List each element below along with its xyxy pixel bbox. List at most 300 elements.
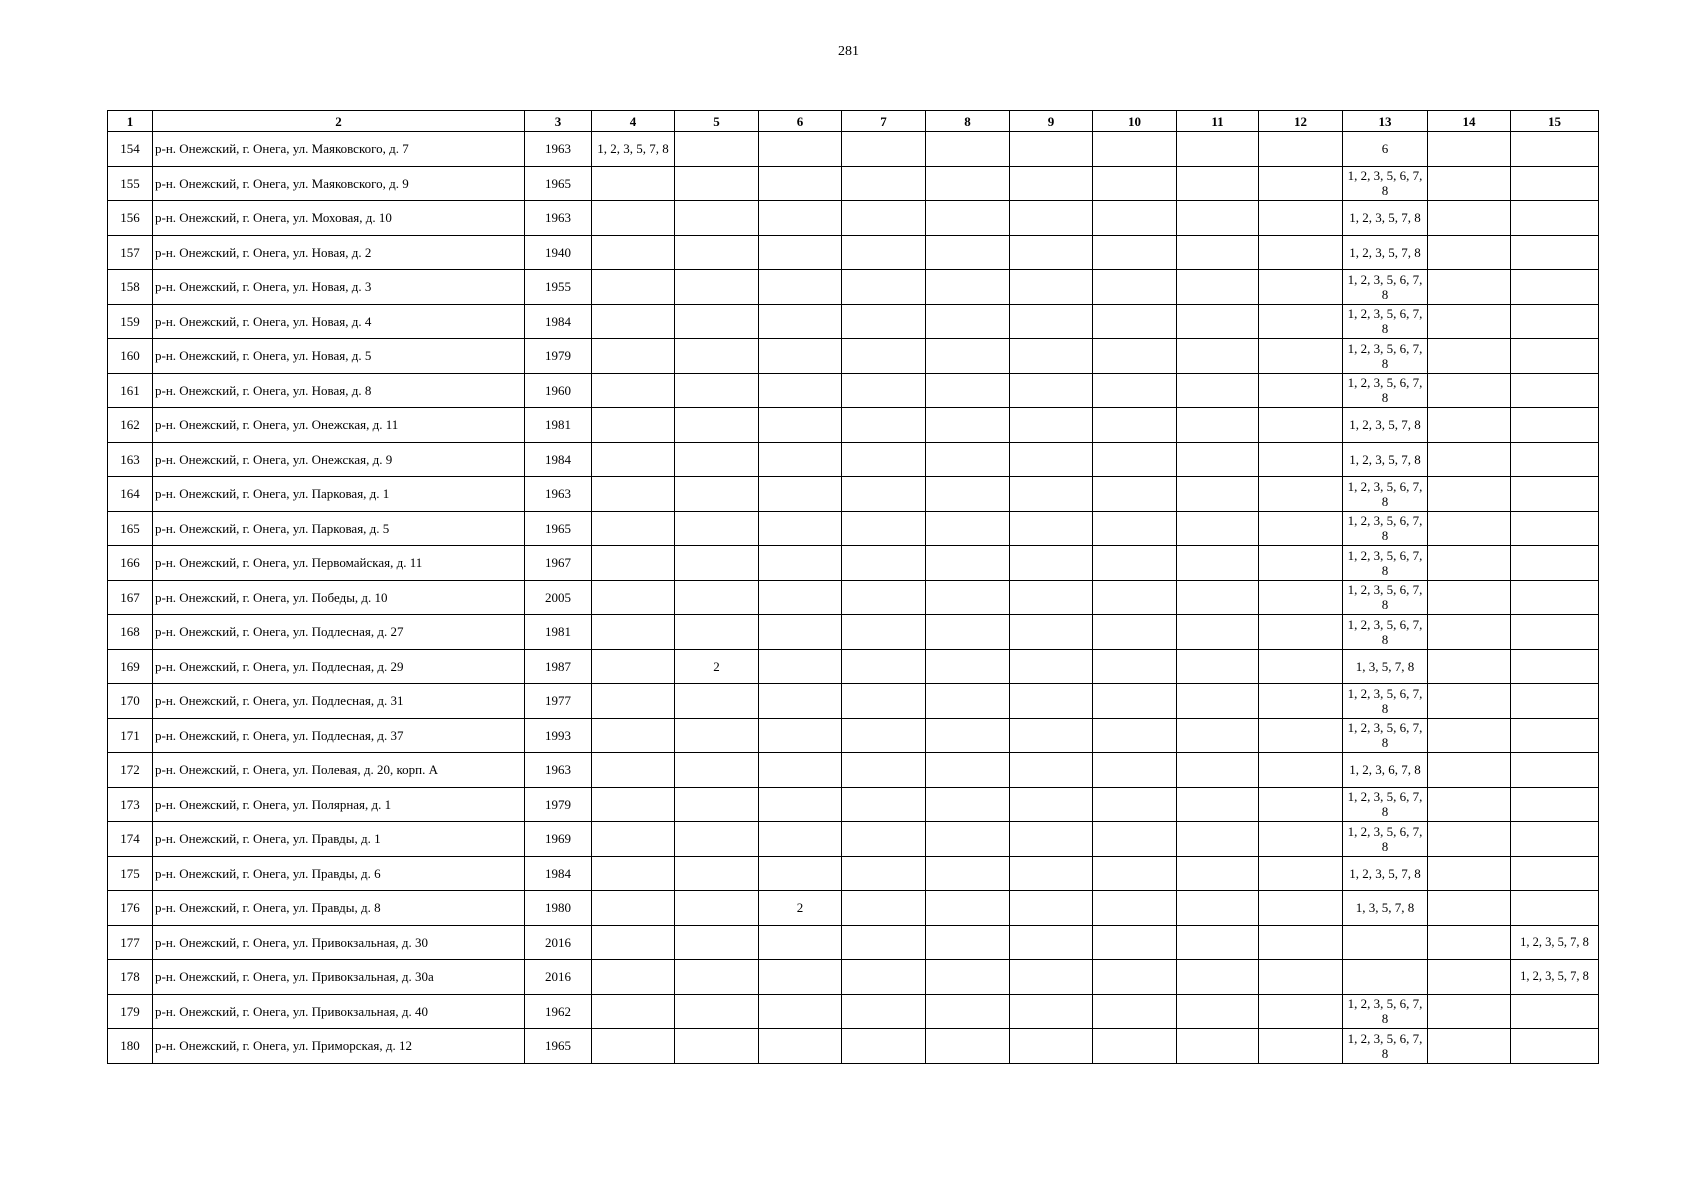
address-cell: р-н. Онежский, г. Онега, ул. Новая, д. 3 [153, 270, 525, 305]
table-cell [842, 442, 926, 477]
table-cell [842, 891, 926, 926]
table-row [108, 339, 1599, 374]
table-cell [926, 580, 1010, 615]
table-cell [1010, 822, 1093, 857]
table-cell [1428, 891, 1511, 926]
table-cell [759, 201, 842, 236]
table-cell [675, 684, 759, 719]
address-cell: р-н. Онежский, г. Онега, ул. Привокзальная, д. 30 [153, 925, 525, 960]
table-cell [1093, 891, 1177, 926]
table-cell [1093, 615, 1177, 650]
table-cell [759, 235, 842, 270]
table-cell: 179 [108, 994, 153, 1029]
table-cell [842, 856, 926, 891]
table-cell [1177, 753, 1259, 788]
table-cell [1511, 304, 1599, 339]
table-cell [926, 166, 1010, 201]
table-cell [1259, 615, 1343, 650]
table-cell: 1, 2, 3, 5, 6, 7, 8 [1343, 270, 1428, 305]
table-cell [1177, 891, 1259, 926]
table-cell [1010, 787, 1093, 822]
table-cell [1428, 304, 1511, 339]
table-cell: 157 [108, 235, 153, 270]
table-cell [1093, 442, 1177, 477]
table-cell [926, 1029, 1010, 1064]
table-cell [1093, 822, 1177, 857]
table-cell [926, 649, 1010, 684]
table-cell: 1993 [525, 718, 592, 753]
table-cell: 2016 [525, 925, 592, 960]
table-cell [1259, 132, 1343, 167]
table-cell [1428, 166, 1511, 201]
table-cell [1093, 408, 1177, 443]
table-cell [675, 339, 759, 374]
table-cell [926, 925, 1010, 960]
table-cell [759, 684, 842, 719]
table-cell [1428, 925, 1511, 960]
table-cell [1177, 511, 1259, 546]
table-cell: 1, 2, 3, 5, 6, 7, 8 [1343, 684, 1428, 719]
table-cell [1259, 373, 1343, 408]
table-cell [1010, 891, 1093, 926]
table-cell [1428, 442, 1511, 477]
table-cell [1428, 787, 1511, 822]
table-cell [1010, 615, 1093, 650]
table-cell [1177, 580, 1259, 615]
table-row [108, 408, 1599, 443]
table-cell [675, 1029, 759, 1064]
table-cell [1093, 753, 1177, 788]
table-cell: 173 [108, 787, 153, 822]
table-cell [1093, 787, 1177, 822]
table-cell: 1, 2, 3, 5, 6, 7, 8 [1343, 166, 1428, 201]
table-cell [675, 994, 759, 1029]
table-cell [1511, 1029, 1599, 1064]
table-cell [1177, 373, 1259, 408]
table-cell [1093, 718, 1177, 753]
table-cell [1259, 856, 1343, 891]
table-cell [926, 753, 1010, 788]
table-cell [1177, 856, 1259, 891]
table-cell: 1, 2, 3, 5, 6, 7, 8 [1343, 615, 1428, 650]
column-header: 2 [153, 111, 525, 132]
address-cell: р-н. Онежский, г. Онега, ул. Подлесная, д. 27 [153, 615, 525, 650]
table-cell [759, 442, 842, 477]
table-cell [592, 442, 675, 477]
table-cell [842, 373, 926, 408]
table-cell [675, 373, 759, 408]
table-cell: 1979 [525, 787, 592, 822]
table-cell [842, 511, 926, 546]
table-cell [1093, 649, 1177, 684]
header-row [108, 111, 1599, 132]
table-cell [1428, 408, 1511, 443]
table-cell: 1940 [525, 235, 592, 270]
table-cell [675, 201, 759, 236]
table-cell [759, 304, 842, 339]
table-cell [842, 270, 926, 305]
table-cell: 161 [108, 373, 153, 408]
table-cell: 1, 2, 3, 5, 6, 7, 8 [1343, 787, 1428, 822]
table-row [108, 787, 1599, 822]
table-cell [592, 270, 675, 305]
table-cell [1010, 304, 1093, 339]
table-cell: 1, 2, 3, 5, 6, 7, 8 [1343, 580, 1428, 615]
table-cell [1511, 822, 1599, 857]
table-cell: 164 [108, 477, 153, 512]
table-cell [842, 580, 926, 615]
table-row [108, 925, 1599, 960]
table-cell [926, 856, 1010, 891]
table-cell [1093, 132, 1177, 167]
address-cell: р-н. Онежский, г. Онега, ул. Моховая, д. 10 [153, 201, 525, 236]
address-cell: р-н. Онежский, г. Онега, ул. Парковая, д. 5 [153, 511, 525, 546]
table-cell [1511, 132, 1599, 167]
table-cell [1428, 477, 1511, 512]
table-cell [759, 822, 842, 857]
table-row [108, 546, 1599, 581]
table-row [108, 960, 1599, 995]
table-cell [1511, 718, 1599, 753]
table-cell [759, 1029, 842, 1064]
address-cell: р-н. Онежский, г. Онега, ул. Подлесная, д. 31 [153, 684, 525, 719]
table-cell [1259, 270, 1343, 305]
table-cell [1177, 477, 1259, 512]
address-cell: р-н. Онежский, г. Онега, ул. Привокзальная, д. 40 [153, 994, 525, 1029]
table-cell: 156 [108, 201, 153, 236]
table-cell: 1980 [525, 891, 592, 926]
table-cell [1428, 1029, 1511, 1064]
table-cell [675, 960, 759, 995]
table-cell [926, 408, 1010, 443]
table-cell [592, 511, 675, 546]
table-cell: 2 [759, 891, 842, 926]
table-cell [592, 753, 675, 788]
table-cell [1428, 684, 1511, 719]
table-cell [1093, 511, 1177, 546]
table-cell: 167 [108, 580, 153, 615]
table-cell [1259, 649, 1343, 684]
table-cell: 1, 2, 3, 5, 7, 8 [1343, 442, 1428, 477]
table-cell [1177, 304, 1259, 339]
table-cell: 1965 [525, 166, 592, 201]
table-cell [842, 339, 926, 374]
table-cell: 170 [108, 684, 153, 719]
column-header: 10 [1093, 111, 1177, 132]
table-cell [842, 684, 926, 719]
table-cell [842, 201, 926, 236]
table-cell [926, 373, 1010, 408]
table-cell [675, 304, 759, 339]
table-cell [1093, 339, 1177, 374]
table-cell [1428, 235, 1511, 270]
table-cell [759, 511, 842, 546]
table-cell [1177, 787, 1259, 822]
table-cell [592, 856, 675, 891]
table-cell [1010, 1029, 1093, 1064]
address-cell: р-н. Онежский, г. Онега, ул. Победы, д. 10 [153, 580, 525, 615]
column-header: 3 [525, 111, 592, 132]
table-cell [1010, 649, 1093, 684]
column-header: 15 [1511, 111, 1599, 132]
table-cell [1259, 166, 1343, 201]
table-cell [1511, 511, 1599, 546]
table-cell [926, 891, 1010, 926]
table-cell [842, 1029, 926, 1064]
table-cell [926, 546, 1010, 581]
table-row [108, 822, 1599, 857]
table-cell [926, 304, 1010, 339]
table-cell [759, 166, 842, 201]
table-cell [1511, 753, 1599, 788]
table-cell [1511, 477, 1599, 512]
table-cell [675, 511, 759, 546]
table-cell [1177, 166, 1259, 201]
table-cell [842, 925, 926, 960]
table-row [108, 235, 1599, 270]
table-cell: 1965 [525, 511, 592, 546]
table-cell [592, 787, 675, 822]
table-cell: 163 [108, 442, 153, 477]
table-cell: 1, 2, 3, 5, 6, 7, 8 [1343, 339, 1428, 374]
address-cell: р-н. Онежский, г. Онега, ул. Новая, д. 4 [153, 304, 525, 339]
table-cell [675, 615, 759, 650]
table-cell [592, 684, 675, 719]
table-cell [1177, 339, 1259, 374]
table-cell: 1960 [525, 373, 592, 408]
table-row [108, 270, 1599, 305]
table-cell: 1, 2, 3, 5, 6, 7, 8 [1343, 477, 1428, 512]
table-cell: 1963 [525, 477, 592, 512]
address-cell: р-н. Онежский, г. Онега, ул. Парковая, д. 1 [153, 477, 525, 512]
table-cell [842, 408, 926, 443]
table-cell: 158 [108, 270, 153, 305]
table-cell [1511, 373, 1599, 408]
table-cell: 166 [108, 546, 153, 581]
table-cell [1259, 925, 1343, 960]
table-cell [1177, 132, 1259, 167]
table-cell [1010, 994, 1093, 1029]
table-cell [759, 339, 842, 374]
table-cell: 1, 2, 3, 5, 7, 8 [1511, 960, 1599, 995]
column-header: 13 [1343, 111, 1428, 132]
table-cell [592, 201, 675, 236]
table-cell [592, 408, 675, 443]
table-row [108, 132, 1599, 167]
table-cell [1177, 960, 1259, 995]
table-cell [1093, 960, 1177, 995]
table-row [108, 1029, 1599, 1064]
table-cell [1259, 787, 1343, 822]
address-cell: р-н. Онежский, г. Онега, ул. Подлесная, д. 37 [153, 718, 525, 753]
table-cell [1093, 304, 1177, 339]
table-cell [1259, 201, 1343, 236]
table-cell [592, 960, 675, 995]
table-cell: 1963 [525, 201, 592, 236]
table-cell [1010, 270, 1093, 305]
table-cell [1177, 925, 1259, 960]
table-cell [1428, 511, 1511, 546]
table-cell [842, 166, 926, 201]
table-cell: 1, 2, 3, 5, 7, 8 [1343, 235, 1428, 270]
table-cell [1093, 684, 1177, 719]
table-cell: 174 [108, 822, 153, 857]
table-cell [1511, 615, 1599, 650]
table-cell [1511, 891, 1599, 926]
table-cell [1177, 442, 1259, 477]
table-cell [926, 822, 1010, 857]
table-cell [842, 615, 926, 650]
table-cell [675, 856, 759, 891]
address-cell: р-н. Онежский, г. Онега, ул. Полевая, д. 20, корп. А [153, 753, 525, 788]
column-header: 1 [108, 111, 153, 132]
table-cell: 171 [108, 718, 153, 753]
table-cell [1428, 718, 1511, 753]
table-cell [1177, 1029, 1259, 1064]
table-cell: 1, 2, 3, 5, 6, 7, 8 [1343, 1029, 1428, 1064]
table-cell: 1, 2, 3, 5, 6, 7, 8 [1343, 304, 1428, 339]
table-cell [1093, 546, 1177, 581]
table-cell [1259, 994, 1343, 1029]
table-cell [1511, 235, 1599, 270]
table-cell [842, 546, 926, 581]
table-cell [926, 477, 1010, 512]
table-cell [1511, 442, 1599, 477]
table-cell: 1979 [525, 339, 592, 374]
table-row [108, 373, 1599, 408]
table-cell [1259, 580, 1343, 615]
table-cell [592, 580, 675, 615]
column-header: 4 [592, 111, 675, 132]
table-cell [759, 477, 842, 512]
table-cell [926, 684, 1010, 719]
table-cell [1093, 373, 1177, 408]
address-cell: р-н. Онежский, г. Онега, ул. Полярная, д. 1 [153, 787, 525, 822]
table-cell [1259, 442, 1343, 477]
address-cell: р-н. Онежский, г. Онега, ул. Маяковского, д. 7 [153, 132, 525, 167]
table-cell [1010, 753, 1093, 788]
table-cell [675, 235, 759, 270]
table-cell: 175 [108, 856, 153, 891]
table-cell [1259, 753, 1343, 788]
table-cell [1010, 442, 1093, 477]
table-cell: 6 [1343, 132, 1428, 167]
table-cell [1511, 649, 1599, 684]
table-cell: 1, 2, 3, 5, 7, 8 [1343, 856, 1428, 891]
address-cell: р-н. Онежский, г. Онега, ул. Онежская, д. 9 [153, 442, 525, 477]
table-cell [759, 580, 842, 615]
table-cell [1177, 546, 1259, 581]
table-cell [1511, 270, 1599, 305]
table-cell: 178 [108, 960, 153, 995]
table-header [108, 111, 1599, 132]
address-cell: р-н. Онежский, г. Онега, ул. Новая, д. 2 [153, 235, 525, 270]
table-cell [1010, 477, 1093, 512]
table-cell: 159 [108, 304, 153, 339]
table-cell [1259, 718, 1343, 753]
table-cell [1428, 960, 1511, 995]
table-cell [759, 787, 842, 822]
table-cell [1010, 960, 1093, 995]
table-cell [675, 546, 759, 581]
table-row [108, 718, 1599, 753]
table-cell: 162 [108, 408, 153, 443]
table-cell: 1967 [525, 546, 592, 581]
address-cell: р-н. Онежский, г. Онега, ул. Правды, д. 6 [153, 856, 525, 891]
table-cell [1093, 994, 1177, 1029]
table-cell [1511, 684, 1599, 719]
table-cell: 1, 2, 3, 6, 7, 8 [1343, 753, 1428, 788]
table-cell [1259, 684, 1343, 719]
table-cell [842, 753, 926, 788]
table-cell [1259, 339, 1343, 374]
address-cell: р-н. Онежский, г. Онега, ул. Онежская, д. 11 [153, 408, 525, 443]
table-cell [759, 718, 842, 753]
table-cell: 1962 [525, 994, 592, 1029]
table-cell [592, 615, 675, 650]
table-row [108, 856, 1599, 891]
table-cell [759, 408, 842, 443]
table-cell [1511, 787, 1599, 822]
table-cell [592, 891, 675, 926]
table-cell [759, 546, 842, 581]
table-cell [759, 615, 842, 650]
table-cell: 1977 [525, 684, 592, 719]
column-header: 14 [1428, 111, 1511, 132]
table-cell: 165 [108, 511, 153, 546]
address-cell: р-н. Онежский, г. Онега, ул. Привокзальная, д. 30а [153, 960, 525, 995]
table-cell [1428, 753, 1511, 788]
table-cell [759, 994, 842, 1029]
table-cell [842, 132, 926, 167]
table-cell [1093, 477, 1177, 512]
table-cell [1428, 615, 1511, 650]
column-header: 5 [675, 111, 759, 132]
table-cell [759, 373, 842, 408]
table-cell [675, 891, 759, 926]
table-cell [592, 304, 675, 339]
table-cell: 1, 2, 3, 5, 7, 8 [592, 132, 675, 167]
address-cell: р-н. Онежский, г. Онега, ул. Правды, д. 8 [153, 891, 525, 926]
table-cell [675, 442, 759, 477]
table-cell [1010, 235, 1093, 270]
table-cell [1259, 408, 1343, 443]
table-cell [1428, 270, 1511, 305]
table-cell [592, 546, 675, 581]
table-cell [1259, 477, 1343, 512]
column-header: 7 [842, 111, 926, 132]
table-cell [842, 718, 926, 753]
table-cell [1093, 856, 1177, 891]
table-cell: 1, 2, 3, 5, 7, 8 [1343, 408, 1428, 443]
table-cell [926, 960, 1010, 995]
table-cell [759, 270, 842, 305]
table-cell [675, 132, 759, 167]
table-cell: 2016 [525, 960, 592, 995]
table-cell: 1965 [525, 1029, 592, 1064]
table-cell [926, 339, 1010, 374]
table-row [108, 753, 1599, 788]
table-row [108, 511, 1599, 546]
table-cell: 1969 [525, 822, 592, 857]
table-cell [1428, 373, 1511, 408]
table-cell [842, 822, 926, 857]
column-header: 6 [759, 111, 842, 132]
table-cell [926, 615, 1010, 650]
table-cell [1259, 235, 1343, 270]
table-cell [1259, 511, 1343, 546]
table-cell [759, 753, 842, 788]
